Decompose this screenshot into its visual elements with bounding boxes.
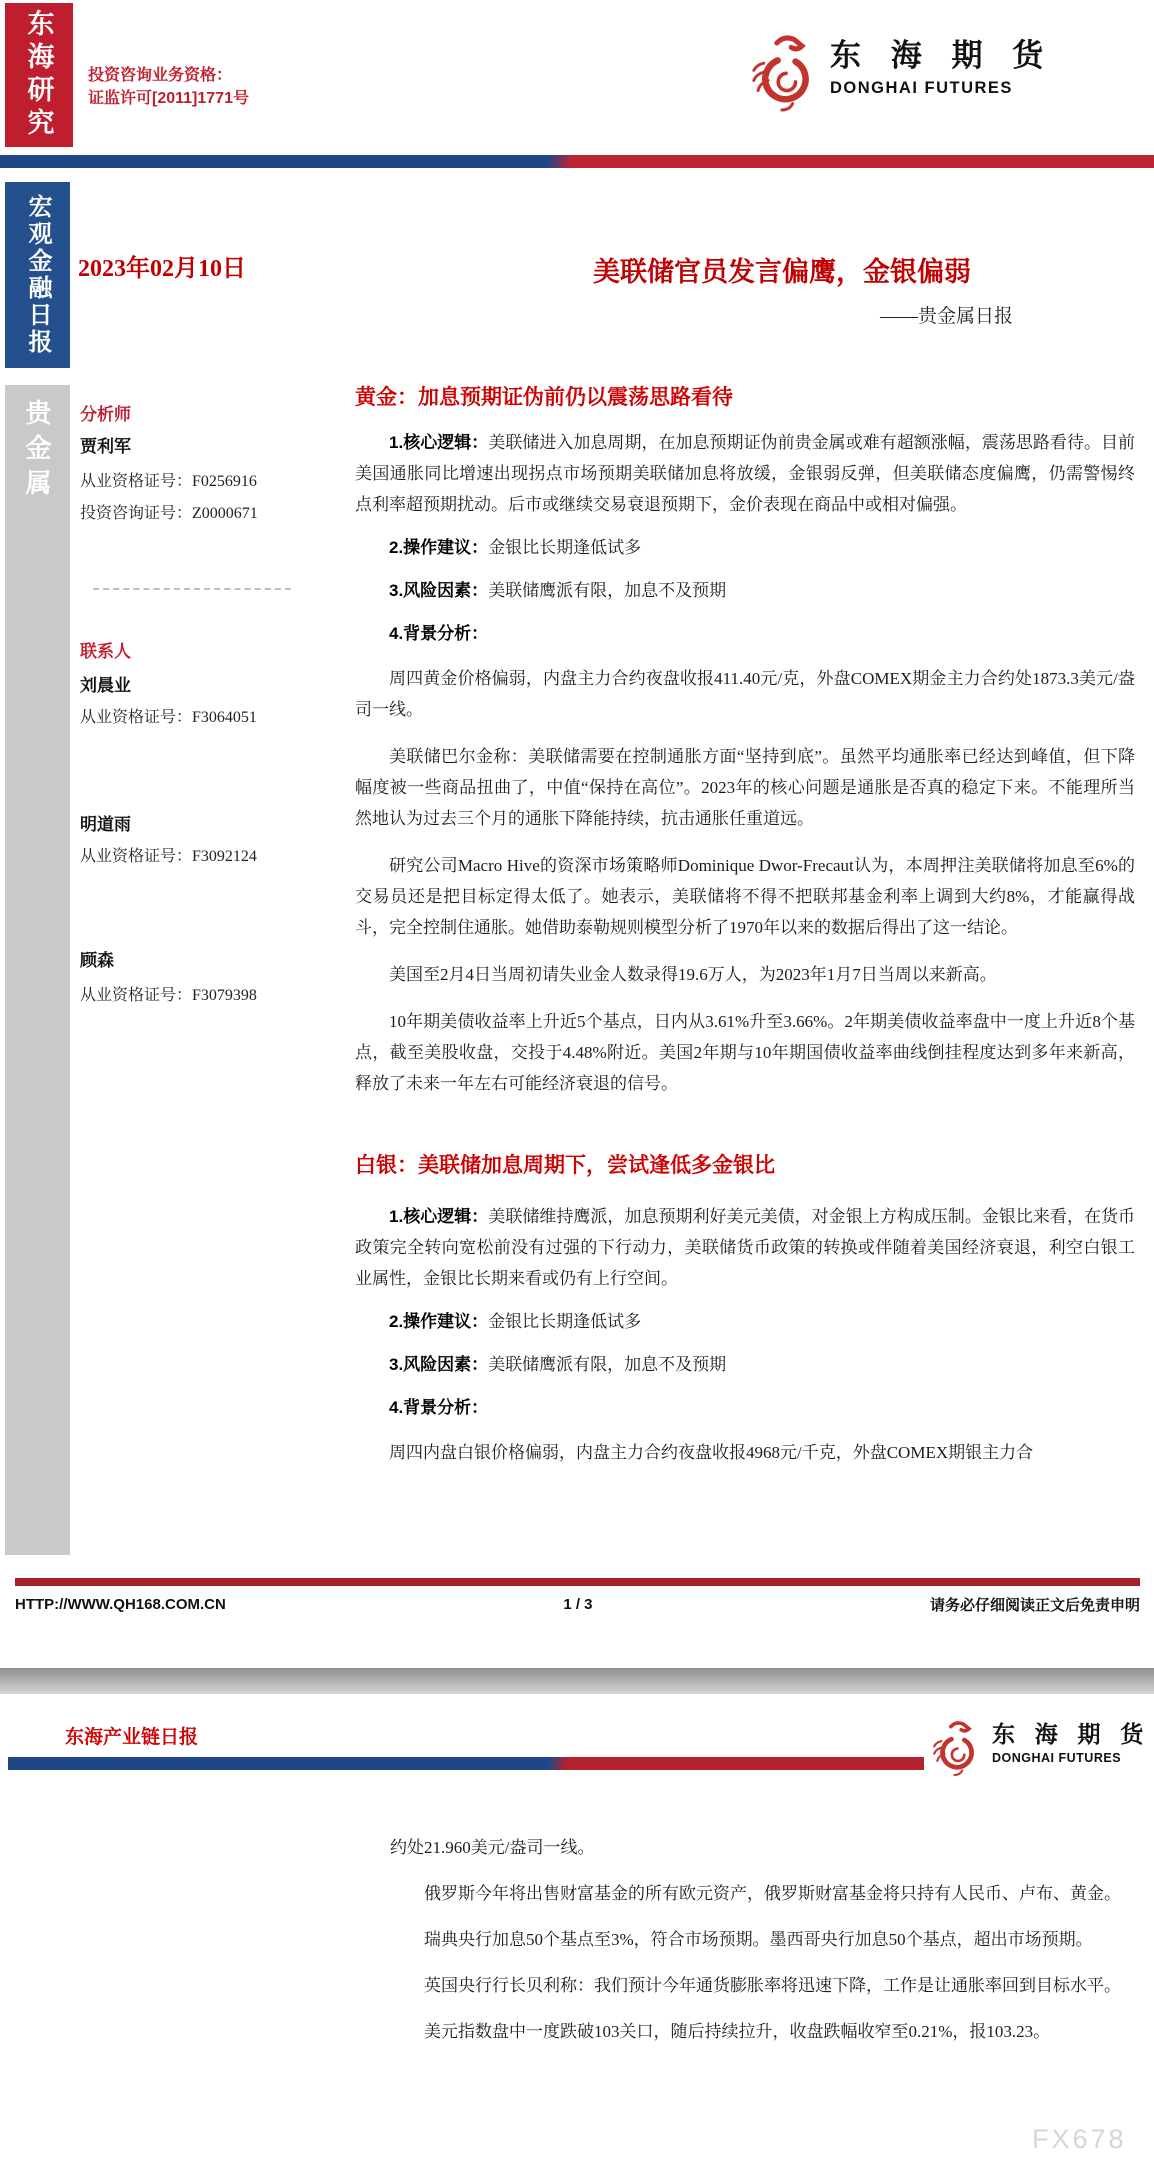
contact-label: 联系人 xyxy=(80,642,131,661)
gold-background-paragraph: 美联储巴尔金称：美联储需要在控制通胀方面“坚持到底”。虽然平均通胀率已经达到峰值，但下降幅度被一些商品扭曲了，中值“保持在高位”。2023年的核心问题是通胀是否真的稳定下来。不能理所当然地认为过去三个月的通胀下降能持续，抗击通胀任重道远。 xyxy=(355,747,1135,828)
fx678-watermark: FX678 xyxy=(1032,2124,1127,2154)
page2-header-title: 东海产业链日报 xyxy=(65,1727,199,1748)
logo-chinese-text: 东 海 期 货 xyxy=(830,38,1055,73)
analyst-label: 分析师 xyxy=(80,405,131,424)
dragon-logo-icon xyxy=(748,30,820,123)
silver-section-heading: 白银：美联储加息周期下，尝试逢低多金银比 xyxy=(355,1154,775,1177)
gold-background-paragraph: 研究公司Macro Hive的资深市场策略师Dominique Dwor-Frecaut认为，本周押注美联储将加息至6%的交易员还是把目标定得太低了。她表示，美联储将不得不把联邦基金利率上调到大约8%，才能赢得战斗，完全控制住通胀。她借助泰勒规则模型分析了1970年以来的数据后得出了这一结论。 xyxy=(355,856,1135,937)
sidebar-divider xyxy=(93,588,291,590)
page-separator xyxy=(0,1668,1154,1694)
analyst-cert-1: 从业资格证号：F0256916 xyxy=(80,473,257,490)
footer-divider-bar xyxy=(15,1578,1140,1586)
gold-advice: 2.操作建议：金银比长期逢低试多 xyxy=(389,538,642,557)
header-divider-bar xyxy=(0,155,1154,168)
macro-daily-tag-box xyxy=(5,182,70,368)
silver-advice: 2.操作建议：金银比长期逢低试多 xyxy=(389,1312,642,1331)
license-number: 证监许可[2011]1771号 xyxy=(88,90,249,107)
macro-daily-tag-text: 宏观金融日报 xyxy=(24,194,51,356)
contact-cert: 从业资格证号：F3092124 xyxy=(80,848,257,865)
gold-background-label: 4.背景分析： xyxy=(389,624,489,643)
gold-section-heading: 黄金：加息预期证伪前仍以震荡思路看待 xyxy=(355,386,733,409)
contact-cert: 从业资格证号：F3079398 xyxy=(80,987,257,1004)
report-title: 美联储官员发言偏鹰，金银偏弱 xyxy=(593,257,971,287)
contact-cert: 从业资格证号：F3064051 xyxy=(80,709,257,726)
page2-content-column xyxy=(390,1833,1127,2047)
category-tag-text: 贵金属 xyxy=(22,399,52,504)
logo-english-text: DONGHAI FUTURES xyxy=(830,79,1013,97)
license-label: 投资咨询业务资格： xyxy=(88,67,233,84)
contact-name: 顾森 xyxy=(80,951,114,970)
contact-name: 明道雨 xyxy=(80,815,131,834)
page2-header-bar xyxy=(8,1757,924,1770)
page2-paragraph: 英国央行行长贝利称：我们预计今年通货膨胀率将迅速下降，工作是让通胀率回到目标水平。 xyxy=(424,1976,1121,1995)
footer-disclaimer: 请务必仔细阅读正文后免责申明 xyxy=(929,1597,1140,1614)
silver-background-label: 4.背景分析： xyxy=(389,1398,489,1417)
report-subtitle: ——贵金属日报 xyxy=(880,306,1014,327)
analyst-name: 贾利军 xyxy=(80,437,131,456)
page2-paragraph: 瑞典央行加息50个基点至3%，符合市场预期。墨西哥央行加息50个基点，超出市场预期。 xyxy=(424,1930,1093,1949)
gold-risk: 3.风险因素：美联储鹰派有限，加息不及预期 xyxy=(389,581,727,600)
gold-background-paragraph: 10年期美债收益率上升近5个基点，日内从3.61%升至3.66%。2年期美债收益率盘中一度上升近8个基点，截至美股收盘，交投于4.48%附近。美国2年期与10年期国债收益率曲线倒挂程度达到多年来新高，释放了未来一年左右可能经济衰退的信号。 xyxy=(355,1012,1135,1093)
footer-url: HTTP://WWW.QH168.COM.CN xyxy=(15,1596,226,1613)
contact-name: 刘晨业 xyxy=(80,676,131,695)
research-tag-box xyxy=(5,3,73,147)
page-number: 1 / 3 xyxy=(563,1596,593,1613)
silver-core-logic: 1.核心逻辑：美联储维持鹰派，加息预期利好美元美债，对金银上方构成压制。金银比来看，在货币政策完全转向宽松前没有过强的下行动力，美联储货币政策的转换或伴随着美国经济衰退，利空白银工业属性，金银比长期来看或仍有上行空间。 xyxy=(355,1207,1135,1288)
license-block xyxy=(88,64,249,110)
category-tag-box xyxy=(5,385,70,1555)
page2-paragraph: 约处21.960美元/盎司一线。 xyxy=(390,1838,595,1857)
company-logo xyxy=(930,1716,1150,1792)
research-tag-text: 东海研究 xyxy=(23,9,54,141)
logo-chinese-text: 东 海 期 货 xyxy=(992,1722,1151,1747)
page2-paragraph: 美元指数盘中一度跌破103关口，随后持续拉升，收盘跌幅收窄至0.21%，报103.23。 xyxy=(424,2022,1051,2041)
main-content-column xyxy=(355,381,1135,1468)
gold-core-logic: 1.核心逻辑：美联储进入加息周期，在加息预期证伪前贵金属或难有超额涨幅，震荡思路看待。目前美国通胀同比增速出现拐点市场预期美联储加息将放缓，金银弱反弹，但美联储态度偏鹰，仍需警惕终点利率超预期扰动。后市或继续交易衰退预期下，金价表现在商品中或相对偏强。 xyxy=(355,433,1135,514)
gold-background-paragraph: 美国至2月4日当周初请失业金人数录得19.6万人，为2023年1月7日当周以来新高。 xyxy=(389,965,997,984)
silver-risk: 3.风险因素：美联储鹰派有限，加息不及预期 xyxy=(389,1355,727,1374)
report-date: 2023年02月10日 xyxy=(78,256,246,282)
dragon-logo-icon xyxy=(930,1716,982,1787)
silver-background-paragraph: 周四内盘白银价格偏弱，内盘主力合约夜盘收报4968元/千克，外盘COMEX期银主力合 xyxy=(389,1443,1034,1462)
logo-english-text: DONGHAI FUTURES xyxy=(992,1751,1122,1765)
gold-background-paragraph: 周四黄金价格偏弱，内盘主力合约夜盘收报411.40元/克，外盘COMEX期金主力合约处1873.3美元/盎司一线。 xyxy=(355,669,1135,719)
company-logo xyxy=(748,30,1055,125)
page2-paragraph: 俄罗斯今年将出售财富基金的所有欧元资产，俄罗斯财富基金将只持有人民币、卢布、黄金。 xyxy=(424,1884,1121,1903)
analyst-cert-2: 投资咨询证号：Z0000671 xyxy=(80,505,258,522)
footer xyxy=(15,1594,1140,1615)
